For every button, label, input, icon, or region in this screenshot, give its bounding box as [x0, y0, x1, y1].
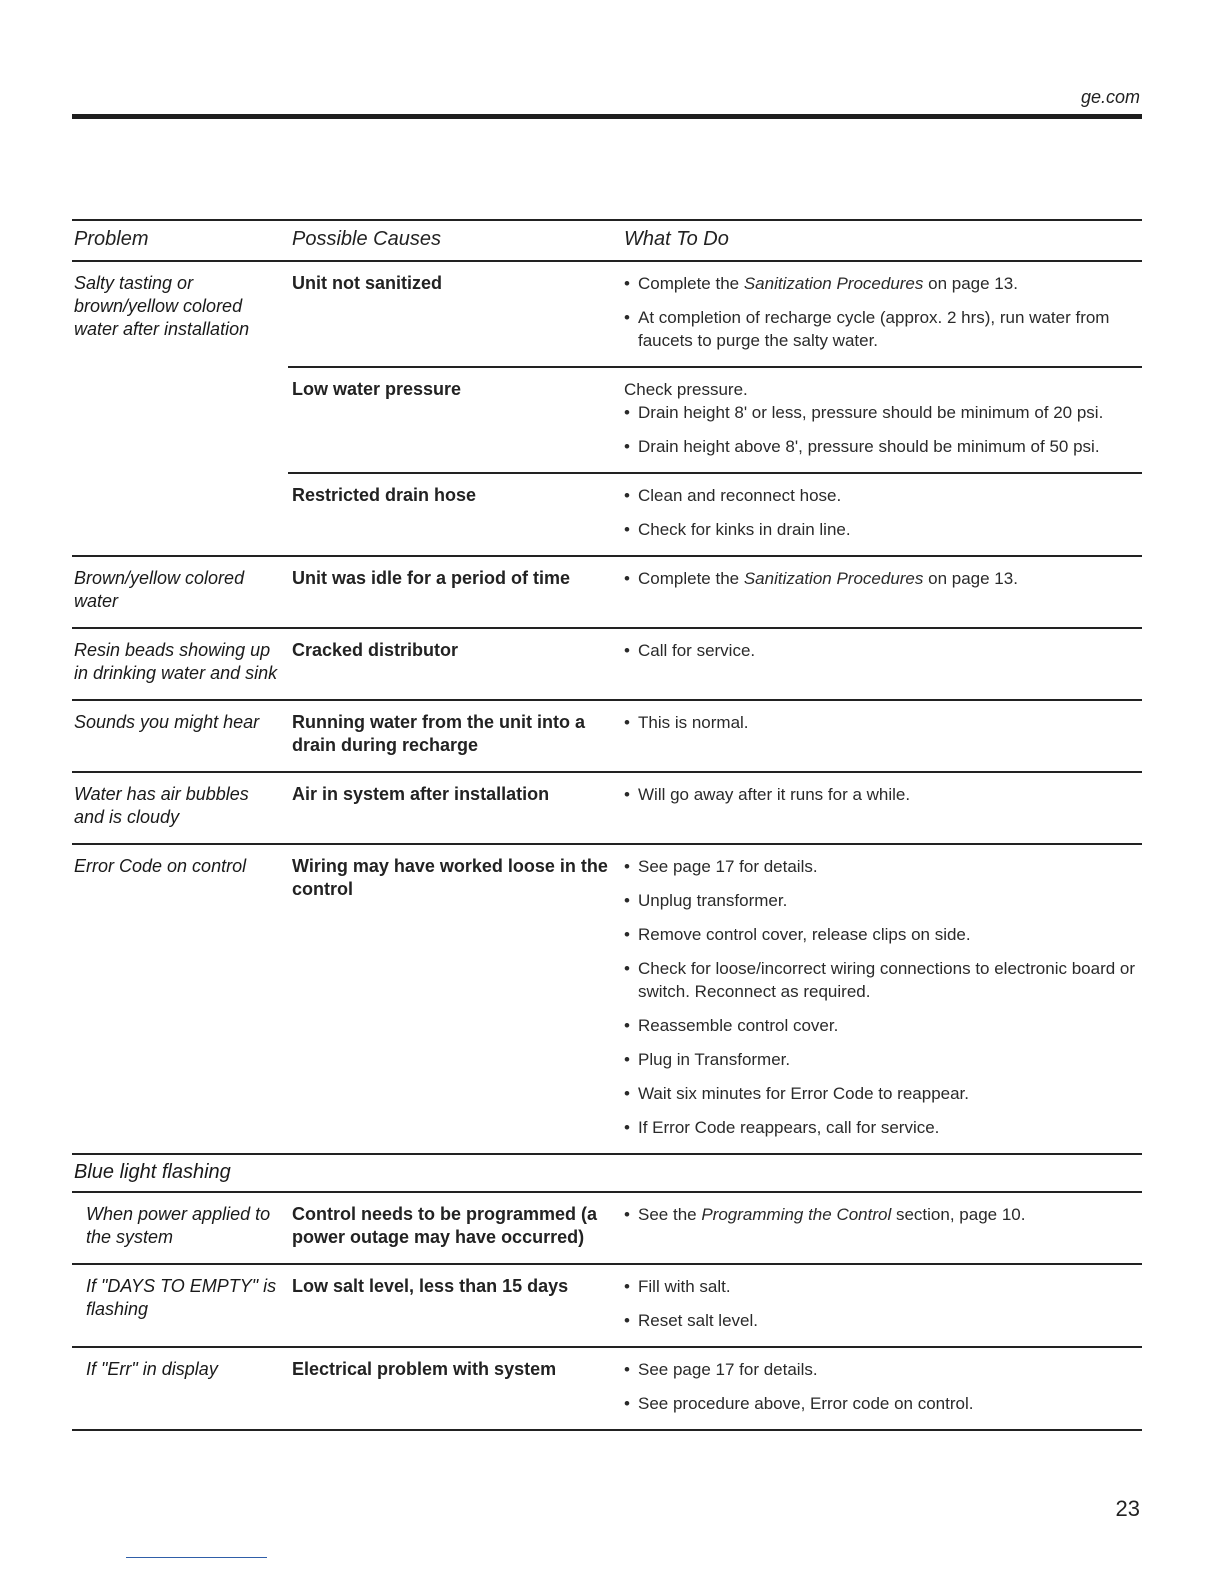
todo-cell: [624, 1193, 1142, 1240]
todo-cell: [624, 845, 1142, 1153]
todo-text: section, page 10.: [891, 1205, 1026, 1224]
todo-text: Complete the: [638, 569, 744, 588]
todo-cell: [624, 1265, 1142, 1346]
todo-item: • Drain height 8' or less, pressure should be minimum of 20 psi.: [624, 401, 1142, 424]
todo-cell: [624, 262, 1142, 366]
problem-cell: Sounds you might hear: [74, 712, 260, 732]
cause-group: [72, 845, 1142, 1153]
todo-item: • Drain height above 8', pressure should be minimum of 50 psi.: [624, 435, 1142, 458]
problem-cell: Water has air bubbles and is cloudy: [74, 784, 249, 827]
cause-cell: Unit was idle for a period of time: [292, 568, 571, 588]
todo-item: • See page 17 for details.: [624, 855, 1142, 878]
todo-item: • Call for service.: [624, 639, 1142, 662]
cause-group: [288, 366, 1142, 472]
todo-item: • Plug in Transformer.: [624, 1048, 1142, 1071]
todo-item: • Reset salt level.: [624, 1309, 1142, 1332]
todo-list: [624, 1358, 1142, 1415]
todo-emphasis: Sanitization Procedures: [743, 569, 924, 588]
todo-list: [624, 1203, 1142, 1226]
section-header: [72, 1155, 1142, 1193]
todo-emphasis: Programming the Control: [701, 1205, 892, 1224]
table-header: [72, 219, 1142, 262]
todo-list: [624, 639, 1142, 662]
todo-text: Complete the: [638, 274, 744, 293]
todo-item: • See page 17 for details.: [624, 1358, 1142, 1381]
todo-item: • Unplug transformer.: [624, 889, 1142, 912]
todo-list: [624, 484, 1142, 541]
cause-group: [72, 701, 1142, 771]
todo-list: [624, 711, 1142, 734]
footer-link-line: [126, 1557, 267, 1558]
cause-group: [72, 773, 1142, 820]
page-number: 23: [1115, 1496, 1140, 1521]
problem-cell: If "Err" in display: [86, 1359, 218, 1379]
todo-item: • This is normal.: [624, 711, 1142, 734]
problem-cell: Resin beads showing up in drinking water and sink: [74, 640, 278, 683]
table-row: [72, 557, 1142, 629]
cause-group: [288, 472, 1142, 555]
todo-item: [624, 272, 1142, 295]
table-row: [72, 1265, 1142, 1348]
cause-cell: Low salt level, less than 15 days: [292, 1276, 569, 1296]
problem-cell: Salty tasting or brown/yellow colored water after installation: [74, 273, 250, 339]
site-url: ge.com: [1080, 87, 1140, 107]
table-row: [72, 262, 1142, 557]
cause-group: [72, 629, 1142, 676]
todo-cell: [624, 474, 1142, 555]
todo-item: • Clean and reconnect hose.: [624, 484, 1142, 507]
todo-item: • Will go away after it runs for a while.: [624, 783, 1142, 806]
todo-text: on page 13.: [923, 274, 1018, 293]
table-row: [72, 629, 1142, 701]
table-row: [72, 845, 1142, 1155]
table-row: [72, 773, 1142, 845]
todo-list: [624, 855, 1142, 1139]
todo-item: • See procedure above, Error code on control.: [624, 1392, 1142, 1415]
cause-group: [72, 262, 1142, 366]
table-row: [72, 1348, 1142, 1431]
cause-group: [72, 1193, 1142, 1263]
todo-cell: [624, 629, 1142, 676]
todo-cell: [624, 557, 1142, 604]
todo-cell: [624, 368, 1142, 472]
todo-intro: Check pressure.: [624, 380, 748, 399]
cause-cell: Wiring may have worked loose in the control: [292, 856, 608, 899]
todo-item: • Wait six minutes for Error Code to reappear.: [624, 1082, 1142, 1105]
todo-emphasis: Sanitization Procedures: [743, 274, 924, 293]
table-body: [72, 262, 1142, 1431]
todo-item: • If Error Code reappears, call for service.: [624, 1116, 1142, 1139]
todo-text: on page 13.: [923, 569, 1018, 588]
todo-list: [624, 783, 1142, 806]
todo-column-header: What To Do: [624, 228, 729, 250]
cause-cell: Electrical problem with system: [292, 1359, 557, 1379]
cause-group: [72, 1265, 1142, 1346]
todo-item: • Reassemble control cover.: [624, 1014, 1142, 1037]
todo-text: See the: [638, 1205, 702, 1224]
problem-cell: Brown/yellow colored water: [74, 568, 245, 611]
todo-cell: [624, 701, 1142, 748]
header-rule: [72, 114, 1142, 119]
todo-cell: [624, 1348, 1142, 1429]
cause-cell: Running water from the unit into a drain during recharge: [292, 712, 585, 755]
todo-list: [624, 567, 1142, 590]
troubleshooting-table: [72, 219, 1142, 1431]
causes-column-header: Possible Causes: [292, 228, 441, 250]
problem-cell: Error Code on control: [74, 856, 247, 876]
cause-cell: Unit not sanitized: [292, 273, 442, 293]
cause-cell: Air in system after installation: [292, 784, 550, 804]
todo-item: • Check for kinks in drain line.: [624, 518, 1142, 541]
todo-list: [624, 1275, 1142, 1332]
todo-item: [624, 1203, 1142, 1226]
todo-list: [624, 272, 1142, 352]
cause-cell: Restricted drain hose: [292, 485, 477, 505]
table-row: [72, 1193, 1142, 1265]
cause-cell: Control needs to be programmed (a power outage may have occurred): [292, 1204, 598, 1247]
cause-cell: Low water pressure: [292, 379, 462, 399]
problem-cell: When power applied to the system: [86, 1204, 271, 1247]
todo-cell: [624, 773, 1142, 820]
problem-cell: If "DAYS TO EMPTY" is flashing: [86, 1276, 277, 1319]
cause-group: [72, 1348, 1142, 1429]
table-row: [72, 701, 1142, 773]
todo-item: • Check for loose/incorrect wiring connections to electronic board or switch. Reconnect as required.: [624, 957, 1142, 1003]
cause-group: [72, 557, 1142, 604]
todo-list: [624, 401, 1142, 458]
cause-cell: Cracked distributor: [292, 640, 459, 660]
section-title: Blue light flashing: [74, 1161, 231, 1183]
todo-item: • Fill with salt.: [624, 1275, 1142, 1298]
problem-column-header: Problem: [74, 228, 149, 250]
todo-item: • Remove control cover, release clips on side.: [624, 923, 1142, 946]
todo-item: • At completion of recharge cycle (approx. 2 hrs), run water from faucets to purge the salty water.: [624, 306, 1142, 352]
todo-item: [624, 567, 1142, 590]
